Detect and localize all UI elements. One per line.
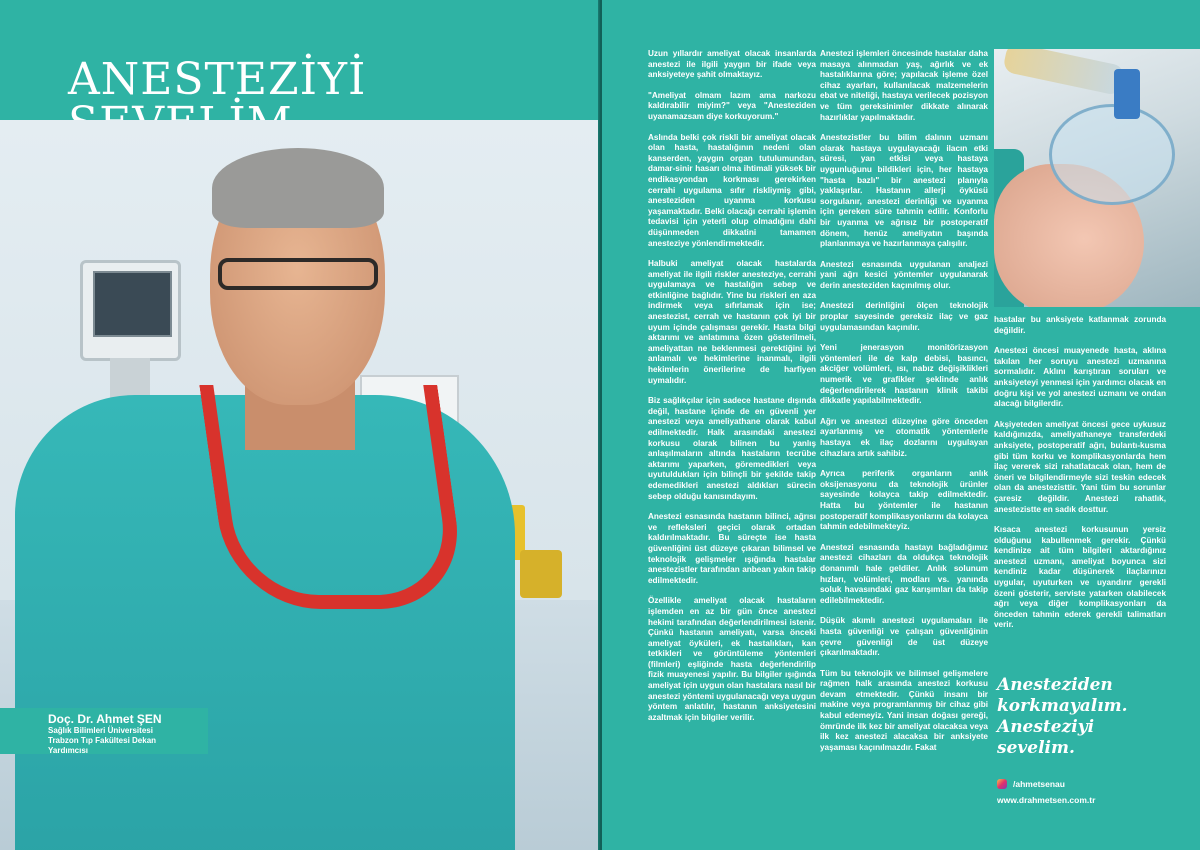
- instagram-icon: [997, 779, 1007, 789]
- paragraph: Anestezistler bu bilim dalının uzmanı olarak hastaya uygulayacağı ilacın etki süresi, yan etkisi veya hastaya uygunluğunu bildikleri için, her hastaya "hasta bazlı" bir anestezi planıyla yaklaşırlar. Hastanın allerji öyküsü sorgulanır, anestezi derinliği ve uyanma için gereken süre tahmin edilir. Konforlu bir uyanma ve ağrısız bir postoperatif dönem, henüz ameliyatın başında planlanmaya ve hazırlanmaya çalışılır.: [820, 133, 988, 249]
- paragraph: Akşiyeteden ameliyat öncesi gece uykusuz kaldığınızda, ameliyathaneye transferdeki anksiyete, postoperatif ağrı, bulantı-kusma gibi tüm korku ve komplikasyonlarda hem ilaç vererek sizi rahatlatacak olan, hem de öneri ve bilgilendirmeyle sizi teskin edecek olan da anestezisttir. Yani tüm bu sorunlar çaresiz değildir. Anestezi rahatlık, anestezistte en sadık dosttur.: [994, 419, 1166, 514]
- glasses: [218, 258, 378, 290]
- text-column-3: [994, 315, 1166, 641]
- oxygen-mask: [1049, 104, 1175, 205]
- instagram-text: /ahmetsenau: [1013, 779, 1065, 789]
- paragraph: Anestezi öncesi muayenede hasta, aklına takılan her soruyu anestezi uzmanına sormalıdır. Aklını karıştıran soruları ve anksiyeteyi yenmesi için yardımcı olacak en doğru kişi ve yol anestezi uzmanı ve ondan alacağı bilgilerdir.: [994, 346, 1166, 409]
- quote-line: korkmayalım.: [997, 696, 1128, 716]
- author-caption: [0, 708, 208, 754]
- paragraph: Biz sağlıkçılar için sadece hastane dışında değil, hastane içinde de en güvenli yer anestezi veya ameliyathane olarak kabul edilmektedir. Halk arasındaki anestezi korkusu olarak bilinen bu yanlış anlaşılmaların altında hastaların tecrübe aktarımı yaparken, göremedikleri veya uyutuldukları için bilinçli bir şekilde takip edemedikleri anestezi aldıkları sürecin sebep olduğu kanısındayım.: [648, 396, 816, 501]
- paragraph: Anestezi esnasında hastayı bağladığımız anestezi cihazları da oldukça teknolojik donanımlı hale geldiler. Anlık solunum hızları, volümleri, modları vs. yanında soluk havasındaki gaz karışımları da takip edilebilmektedir.: [820, 542, 988, 605]
- author-affiliation-2: Trabzon Tıp Fakültesi Dekan Yardımcısı: [48, 736, 157, 755]
- instagram-handle[interactable]: [997, 779, 1065, 789]
- pull-quote: [997, 675, 1177, 759]
- article-title: ANESTEZİYİ: [68, 54, 367, 105]
- text-column-2: [820, 49, 988, 763]
- text-column-1: [648, 49, 816, 733]
- author-name: Doç. Dr. Ahmet ŞEN: [48, 712, 162, 726]
- website-link[interactable]: www.drahmetsen.com.tr: [997, 795, 1096, 805]
- paragraph: Düşük akımlı anestezi uygulamaları ile hasta güvenliği ve çalışan güvenliğinin çevre güvenliği de üst düzeye çıkarılmaktadır.: [820, 616, 988, 658]
- paragraph: Özellikle ameliyat olacak hastaların işlemden en az bir gün önce anestezi hekimi tarafından değerlendirilmesi istenir. Çünkü hastanın ameliyatı, varsa önceki ameliyat öyküleri, ek hastalıkları, kan tetkikleri ve görüntüleme yöntemleri (filmleri) eşliğinde hasta değerlendirilip fizik muayenesi yapılır. Bu bilgiler ışığında ameliyat için uygun olan hastalara nasıl bir anestezi yöntemi uygulanacağı veya uygun yöntem anlatılır, hastanın anksiyetesini azaltmak için bilgiler verilir.: [648, 596, 816, 722]
- paragraph: Anestezi esnasında hastanın bilinci, ağrısı ve refleksleri geçici olarak ortadan kaldırılmaktadır. Bu süreçte ise hasta güvenliğini üst düzeye çıkaran bilimsel ve teknolojik gelişmeler ışığında hastalar anestezistler tarafından anbean yakın takip edilmektedir.: [648, 512, 816, 585]
- paragraph: Ayrıca periferik organların anlık oksijenasyonu da teknolojik ürünler sayesinde kolayca takip edilmektedir. Hatta bu yöntemler ile hastanın postoperatif komplikasyonlarını da kolayca tahmin edebilmekteyiz.: [820, 469, 988, 532]
- quote-line: sevelim.: [997, 738, 1075, 758]
- paragraph: hastalar bu anksiyete katlanmak zorunda değildir.: [994, 315, 1166, 335]
- quote-line: Anesteziden: [997, 675, 1113, 695]
- paragraph: Ağrı ve anestezi düzeyine göre önceden ayarlanmış ve otomatik yöntemlerle hastaya ek ilaç dozlarını uygulayan cihazlara artık sahibiz.: [820, 416, 988, 458]
- paragraph: Anestezi derinliğini ölçen teknolojik proplar sayesinde gereksiz ilaç ve gaz uygulamasından kaçınılır.: [820, 301, 988, 332]
- paragraph: Yeni jenerasyon monitörizasyon yöntemleri ile de kalp debisi, basıncı, akciğer volümleri, ısı, nabız değişiklikleri numerik ve grafikler şeklinde anlık değerlendirilerek hastanın klinik takibi dikkatle yapılabilmektedir.: [820, 343, 988, 406]
- paragraph: Aslında belki çok riskli bir ameliyat olacak olan hasta, hastalığının nedeni olan kanserden, yaygın organ tutulumundan, damar-sinir hasarı olma ihtimali yüksek bir endikasyondan korkması gerekirken cerrahi uygulama sıfır riskliymiş gibi, anesteziden uyanma korkusu yaşamaktadır. Belki olacağı cerrahi işlemin tedavisi için yeterli olup olmadığını dahi düşünmeden dikkatini tamamen anesteziye yönlendirmektedir.: [648, 132, 816, 248]
- monitor-device: [80, 260, 181, 361]
- paragraph: Anestezi esnasında uygulanan analjezi yani ağrı kesici yöntemler uygulanarak derin anesteziden kaçınılmış olur.: [820, 259, 988, 290]
- paragraph: Kısaca anestezi korkusunun yersiz olduğunu kabullenmek gerekir. Çünkü kendinize ait tüm bilgileri aktardığınız anestezi uzmanı, ameliyat boyunca sizi kendiniz kadar düşünerek ilaçlarınızı uygular, uyuturken ve uyandırır gerekli özeni gösterir, serviste yatarken olabilecek ağrı veya diğer komplikasyonları da önceden tahmin ederek gerekli talimatları verir.: [994, 525, 1166, 630]
- paragraph: Tüm bu teknolojik ve bilimsel gelişmelere rağmen halk arasında anestezi korkusu devam etmektedir. Çünkü insanı bir makine veya programlanmış bir cihaz gibi kabul edemeyiz. Yani insan doğası gereği, ömründe ilk kez bir ameliyat olacaksa veya ilk kez anestezi alacaksa bir anksiyete yaşaması kaçınılmazdır. Fakat: [820, 668, 988, 752]
- author-affiliation-1: Sağlık Bilimleri Üniversitesi: [48, 726, 153, 735]
- right-page: [602, 0, 1200, 850]
- paragraph: Uzun yıllardır ameliyat olacak insanlarda anestezi ile ilgili yaygın bir ifade veya anksiyeteye şahit olmaktayız.: [648, 49, 816, 80]
- quote-line: Anesteziyi: [997, 717, 1095, 737]
- anesthesia-photo: [994, 49, 1200, 307]
- paragraph: "Ameliyat olmam lazım ama narkozu kaldırabilir miyim?" veya "Anesteziden uyanamazsam diye korkuyorum.": [648, 90, 816, 121]
- paragraph: Halbuki ameliyat olacak hastalarda ameliyat ile ilgili riskler anesteziye, cerrahi uygulamaya ve hastalığın sebep ve etkinliğine bağlıdır. Yine bu riskleri en aza indirmek veya sıfırlamak için ise; anestezist, cerrah ve hastanın çok iyi bir uyum içinde çalışması gerekir. Hasta bilgi aktarımı ve anlatımına özen gösterilmeli, ameliyattan ne beklenmesi gerektiğini iyi anlamalı ve hekimlerine inanmalı, ilgili hekimlerin önerilerine de harfiyen uymalıdır.: [648, 259, 816, 385]
- paragraph: Anestezi işlemleri öncesinde hastalar daha masaya alınmadan yaş, ağırlık ve ek hastalıklarına göre; yapılacak işleme özel cihaz ayarları, kullanılacak malzemelerin ebat ve niteliği, hastaya verilecek pozisyon ve tüm gereksinimler dikkate alınarak hazırlıklar yapılmaktadır.: [820, 49, 988, 122]
